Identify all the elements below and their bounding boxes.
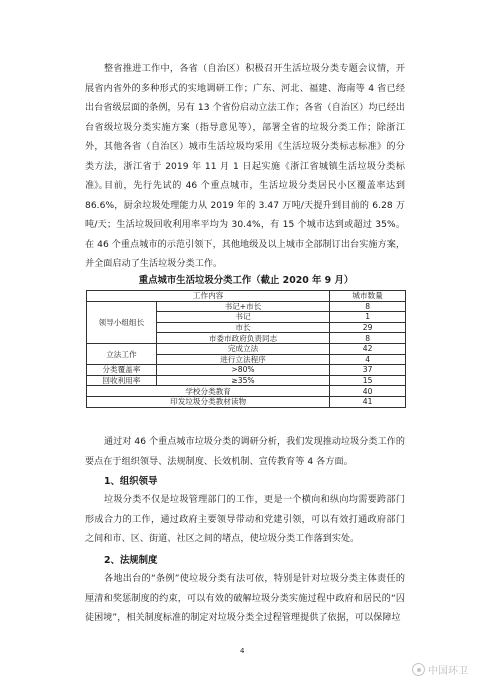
cell-label: 进行立法程序 (156, 354, 329, 365)
cell-label: 回收利用率 (87, 375, 157, 386)
row-group-leader-label: 领导小组组长 (87, 301, 157, 343)
heading-regulations: 2、法规制度 (104, 555, 158, 566)
paragraph-regulations: 各地出台的“条例”使垃圾分类有法可依，特别是针对垃圾分类主体责任的厘清和奖惩制度的约束，可以有效的破解垃圾分类实施过程中政府和居民的“囚徒困境”，相关制度标准的制定对垃圾分类全过程管理提供了依据，可以保障垃 (85, 574, 405, 623)
header-work-content: 工作内容 (87, 291, 330, 302)
table-title: 重点城市生活垃圾分类工作（截止 2020 年 9 月） (138, 275, 354, 286)
cell-sub: ≥35% (156, 375, 329, 386)
table-row (87, 301, 406, 312)
paragraph-organization: 垃圾分类不仅是垃圾管理部门的工作，更是一个横向和纵向均需要跨部门形成合力的工作，通过政府主要领导带动和党建引领，可以有效打通政府部门之间和市、区、街道、社区之间的堵点，使垃圾分类工作落到实处。 (85, 495, 405, 544)
cell-value: 42 (330, 343, 406, 354)
table-row (87, 386, 406, 397)
table-row (87, 365, 406, 376)
table-row (87, 396, 406, 407)
cell-label: 市长 (156, 322, 329, 333)
cell-value: 8 (330, 333, 406, 344)
header-city-count: 城市数量 (330, 291, 406, 302)
watermark (412, 662, 468, 677)
cell-value: 8 (330, 301, 406, 312)
cell-label: 市委市政府负责同志 (156, 333, 329, 344)
cell-value: 29 (330, 322, 406, 333)
cell-sub: >80% (156, 365, 329, 376)
row-legislation-label: 立法工作 (87, 343, 157, 364)
cell-label: 学校分类教育 (87, 386, 330, 397)
table-header-row (87, 291, 406, 302)
cell-label: 书记+市长 (156, 301, 329, 312)
table-row (87, 343, 406, 354)
paragraph-provincial-progress: 整省推进工作中，各省（自治区）积极召开生活垃圾分类专题会议情，开展省内省外的多种形式的实地调研工作；广东、河北、福建、海南等 4 省已经出台省级层面的条例，另有 13 个省份启动立法工作；各省（自治区）均已经出台省级垃圾分类实施方案（指导意见等），部署全省的垃圾分类工作；除浙江外，其他各省（自治区）城市生活垃圾均采用《生活垃圾分类标志标准》的分类方法，浙江省于 2019 年 11 月 1 日起实施《浙江省城镇生活垃圾分类标准》。 (85, 64, 405, 191)
cell-label: 完成立法 (156, 343, 329, 354)
table-row (87, 375, 406, 386)
cell-label: 印发垃圾分类教材读物 (87, 396, 330, 407)
paragraph-key-cities: 目前，先行先试的 46 个重点城市，生活垃圾分类居民小区覆盖率达到 86.6%，厨余垃圾处理能力从 2019 年的 3.47 万吨/天提升到目前的 6.28 万吨/天；生活垃圾回收利用率平均为 30.4%，有 15 个城市达到或超过 35%。在 46 个重点城市的示范引领下，其他地级及以上城市全部制订出台实施方案，并全面启动了生活垃圾分类工作。 (85, 181, 405, 269)
cell-value: 37 (330, 365, 406, 376)
cell-value: 40 (330, 386, 406, 397)
heading-organization-leadership: 1、组织领导 (104, 476, 158, 487)
cell-label: 分类覆盖率 (87, 365, 157, 376)
cell-label: 书记 (156, 312, 329, 323)
cell-value: 41 (330, 396, 406, 407)
cell-value: 15 (330, 375, 406, 386)
paragraph-key-points: 通过对 46 个重点城市垃圾分类的调研分析，我们发现推动垃圾分类工作的要点在于组织领导、法规制度、长效机制、宣传教育等 4 各方面。 (85, 437, 406, 467)
watermark-text: 中国环卫 (428, 666, 468, 677)
key-cities-table (86, 290, 406, 408)
cell-value: 4 (330, 354, 406, 365)
watermark-logo-icon (412, 663, 425, 676)
page-number: 4 (240, 647, 245, 655)
cell-value: 1 (330, 312, 406, 323)
